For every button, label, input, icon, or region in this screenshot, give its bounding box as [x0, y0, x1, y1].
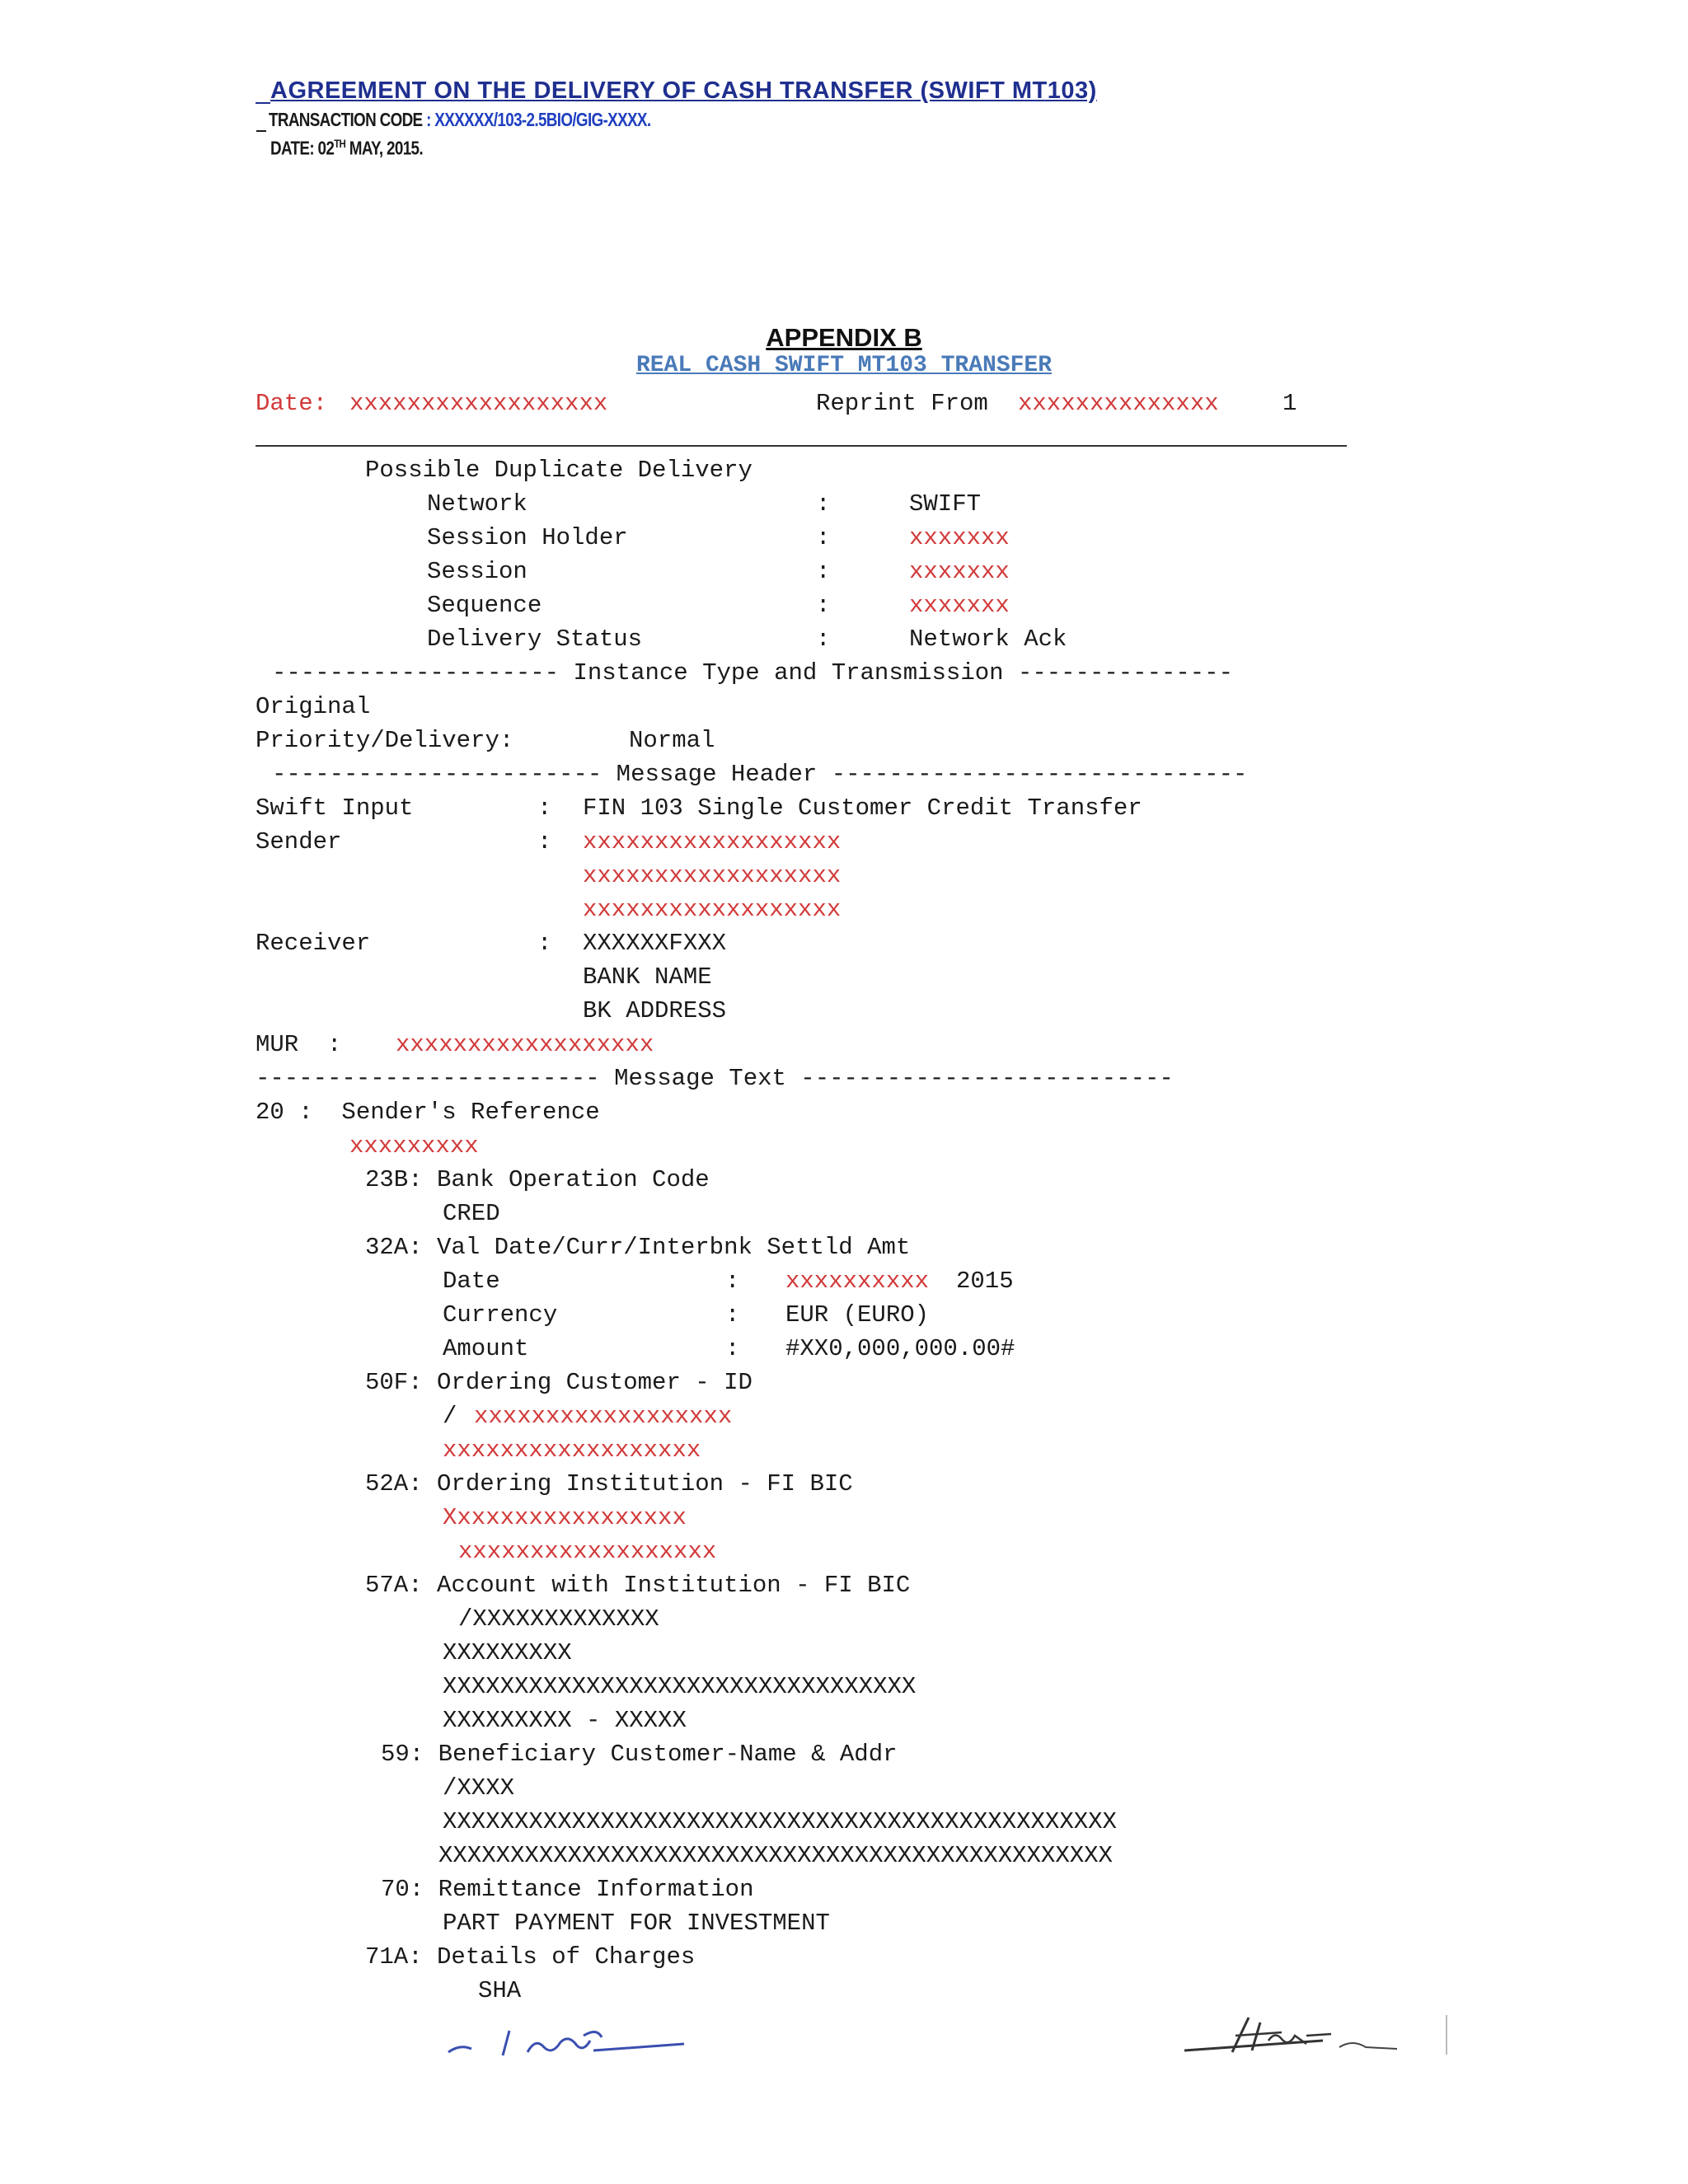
transaction-code-line: [269, 109, 650, 131]
delivery-value-session-holder: xxxxxxx: [909, 524, 1010, 551]
appendix-subtitle: REAL CASH SWIFT MT103 TRANSFER: [635, 353, 1053, 378]
receiver-line-2: BANK NAME: [583, 963, 712, 991]
field-32a-currency-label: Currency: [443, 1301, 558, 1329]
instance-divider: -------------------- Instance Type and Transmission ---------------: [272, 659, 1233, 687]
delivery-colon: :: [816, 524, 831, 551]
delivery-label-sequence: Sequence: [427, 592, 542, 619]
mur-value: xxxxxxxxxxxxxxxxxx: [396, 1031, 654, 1058]
delivery-value-network: SWIFT: [909, 490, 982, 518]
original-label: Original: [256, 693, 371, 720]
sender-line-2: xxxxxxxxxxxxxxxxxx: [583, 862, 842, 889]
field-32a-date-value: xxxxxxxxxx: [785, 1268, 930, 1295]
sender-line-3: xxxxxxxxxxxxxxxxxx: [583, 896, 842, 923]
field-20-label: 20 : Sender's Reference: [256, 1099, 600, 1126]
mur-label: MUR :: [256, 1031, 342, 1058]
field-20-value: xxxxxxxxx: [349, 1132, 479, 1160]
transaction-code-label: TRANSACTION CODE: [269, 109, 423, 130]
agreement-date-suffix: MAY, 2015.: [345, 137, 423, 159]
field-70-label: 70: Remittance Information: [381, 1876, 754, 1903]
receiver-colon: :: [537, 930, 552, 957]
receiver-line-1: XXXXXXFXXX: [583, 930, 727, 957]
left-signature: [445, 2019, 692, 2060]
field-32a-colon: :: [725, 1335, 740, 1362]
agreement-date-line: [270, 137, 423, 160]
field-32a-date-year: 2015: [956, 1268, 1014, 1295]
agreement-date-prefix: DATE: 02: [270, 137, 335, 159]
swift-input-colon: :: [537, 794, 552, 822]
field-32a-colon: :: [725, 1301, 740, 1329]
date-label: Date:: [256, 390, 328, 417]
priority-label: Priority/Delivery:: [256, 727, 514, 754]
agreement-date-sup: TH: [334, 137, 346, 150]
delivery-colon: :: [816, 558, 831, 585]
field-59-line-3: XXXXXXXXXXXXXXXXXXXXXXXXXXXXXXXXXXXXXXXXXXXXXXX: [438, 1842, 1113, 1869]
delivery-colon: :: [816, 490, 831, 518]
delivery-label-session: Session: [427, 558, 528, 585]
field-50f-line-2: xxxxxxxxxxxxxxxxxx: [443, 1436, 701, 1464]
delivery-label-session-holder: Session Holder: [427, 524, 628, 551]
agreement-title: AGREEMENT ON THE DELIVERY OF CASH TRANSFER (SWIFT MT103): [270, 77, 1097, 104]
horizontal-rule: [256, 445, 1347, 447]
header-underline-lead: [256, 102, 270, 104]
delivery-colon: :: [816, 626, 831, 653]
field-32a-amount-value: #XX0,000,000.00#: [785, 1335, 1015, 1362]
delivery-heading: Possible Duplicate Delivery: [365, 457, 753, 484]
field-50f-label: 50F: Ordering Customer - ID: [365, 1369, 753, 1396]
delivery-colon: :: [816, 592, 831, 619]
priority-value: Normal: [629, 727, 715, 754]
message-text-divider: ------------------------ Message Text --------------------------: [256, 1065, 1174, 1092]
field-71a-value: SHA: [478, 1977, 522, 2004]
sender-colon: :: [537, 828, 552, 855]
swift-input-label: Swift Input: [256, 794, 414, 822]
receiver-label: Receiver: [256, 930, 371, 957]
message-header-divider: ----------------------- Message Header -----------------------------: [272, 761, 1248, 788]
sender-line-1: xxxxxxxxxxxxxxxxxx: [583, 828, 842, 855]
field-57a-line-2: XXXXXXXXX: [443, 1639, 572, 1666]
margin-line: [1446, 2015, 1447, 2055]
delivery-value-status: Network Ack: [909, 626, 1067, 653]
field-57a-line-1: /XXXXXXXXXXXXX: [458, 1605, 659, 1633]
field-23b-label: 23B: Bank Operation Code: [365, 1166, 710, 1193]
date-value: xxxxxxxxxxxxxxxxxx: [349, 390, 608, 417]
transaction-code-value: : XXXXXX/103-2.5BIO/GIG-XXXX.: [426, 109, 651, 130]
field-59-label: 59: Beneficiary Customer-Name & Addr: [381, 1741, 898, 1768]
page-number: 1: [1282, 390, 1297, 417]
appendix-title: APPENDIX B: [766, 323, 922, 352]
field-57a-line-4: XXXXXXXXX - XXXXX: [443, 1707, 687, 1734]
header-dash: [256, 130, 266, 132]
field-52a-line-1: Xxxxxxxxxxxxxxxxx: [443, 1504, 687, 1531]
field-32a-amount-label: Amount: [443, 1335, 529, 1362]
field-59-line-2: XXXXXXXXXXXXXXXXXXXXXXXXXXXXXXXXXXXXXXXXXXXXXXX: [443, 1808, 1117, 1835]
field-32a-date-label: Date: [443, 1268, 500, 1295]
swift-input-value: FIN 103 Single Customer Credit Transfer: [583, 794, 1142, 822]
reprint-label: Reprint From: [816, 390, 988, 417]
right-signature: [1183, 2011, 1422, 2056]
delivery-value-session: xxxxxxx: [909, 558, 1010, 585]
field-32a-label: 32A: Val Date/Curr/Interbnk Settld Amt: [365, 1234, 911, 1261]
delivery-label-status: Delivery Status: [427, 626, 643, 653]
delivery-label-network: Network: [427, 490, 528, 518]
field-50f-line-1: xxxxxxxxxxxxxxxxxx: [474, 1403, 733, 1430]
field-59-line-1: /XXXX: [443, 1774, 515, 1802]
field-57a-label: 57A: Account with Institution - FI BIC: [365, 1572, 911, 1599]
sender-label: Sender: [256, 828, 342, 855]
field-50f-slash: /: [443, 1403, 457, 1430]
field-32a-colon: :: [725, 1268, 740, 1295]
receiver-line-3: BK ADDRESS: [583, 997, 727, 1024]
field-32a-currency-value: EUR (EURO): [785, 1301, 930, 1329]
delivery-value-sequence: xxxxxxx: [909, 592, 1010, 619]
field-71a-label: 71A: Details of Charges: [365, 1943, 696, 1971]
field-52a-label: 52A: Ordering Institution - FI BIC: [365, 1470, 853, 1497]
field-70-value: PART PAYMENT FOR INVESTMENT: [443, 1910, 830, 1937]
field-23b-value: CRED: [443, 1200, 500, 1227]
field-52a-line-2: xxxxxxxxxxxxxxxxxx: [458, 1538, 717, 1565]
field-57a-line-3: XXXXXXXXXXXXXXXXXXXXXXXXXXXXXXXXX: [443, 1673, 917, 1700]
reprint-value: xxxxxxxxxxxxxx: [1018, 390, 1219, 417]
